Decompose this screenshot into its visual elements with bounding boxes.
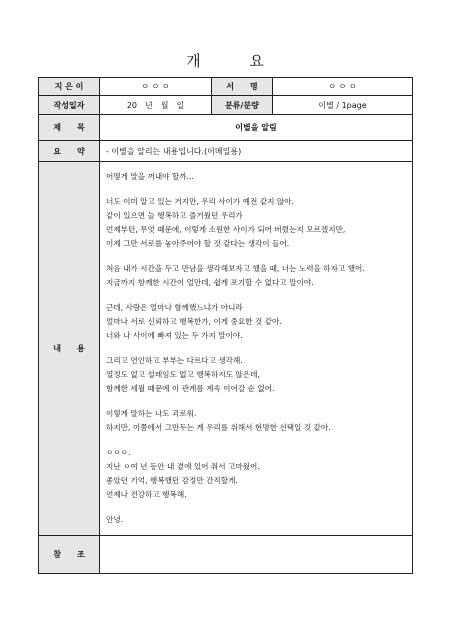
row-content [39, 162, 413, 536]
content-line: 처음 내가 시간을 두고 만남을 생각해보자고 했을 때, 너는 노력을 하자고 했어. [106, 264, 365, 273]
signature-label: 서 명 [212, 78, 273, 96]
content-line: 근데, 사랑은 얼마나 함께했느냐가 아니라 [106, 303, 243, 312]
content-line: 그리고 연인하고 부부는 다르다고 생각해. [106, 356, 243, 365]
content-line: 언제나 건강하고 행복해. [106, 490, 187, 499]
content-line: 너도 이미 알고 있는 거지만, 우리 사이가 예전 같지 않아. [106, 197, 294, 206]
content-line: 안녕. [106, 515, 124, 524]
row-author [39, 78, 413, 96]
date-value[interactable]: 20 년 월 일 [100, 96, 212, 115]
content-line: 어떻게 말을 꺼내야 할까... [106, 172, 194, 181]
content-line: 이제 그만 서로를 놓아주어야 할 것 같다는 생각이 들어. [106, 239, 290, 248]
date-label: 작성일자 [39, 96, 100, 115]
subject-label: 제 목 [39, 115, 100, 141]
content-paragraph [106, 354, 406, 396]
signature-value[interactable]: ㅇ ㅇ ㅇ [273, 78, 413, 96]
content-paragraph [106, 170, 406, 184]
content-line: 지난 ㅇ여 년 동안 내 곁에 있어 줘서 고마웠어. [106, 462, 260, 471]
content-line: 너와 나 사이에 빠져 있는 두 가지 말이야. [106, 331, 243, 340]
content-line: 하지만, 이쯤에서 그만두는 게 우리를 위해서 현명한 선택일 것 같아. [106, 423, 331, 432]
summary-label: 요 약 [39, 141, 100, 162]
content-paragraph [106, 513, 406, 527]
content-paragraph [106, 407, 406, 435]
content-line: 열정도 없고 설레임도 없고 행복하지도 않은데, [106, 370, 260, 379]
content-line: 지금까지 함께한 시간이 얼만데, 쉽게 포기할 수 없다고 말이야. [106, 278, 314, 287]
category-label: 분류/분량 [212, 96, 273, 115]
content-line: 좋았던 기억, 행복했던 감정만 간직할게. [106, 476, 238, 485]
content-line: 함께한 세월 때문에 이 관계를 계속 이어갈 순 없어. [106, 384, 275, 393]
reference-value[interactable] [100, 536, 413, 574]
row-summary [39, 141, 413, 162]
summary-form-table [38, 77, 413, 574]
document-title: 개 요 [186, 52, 286, 70]
summary-value[interactable]: - 이별을 알리는 내용입니다.(이메일용) [100, 141, 413, 162]
category-value[interactable]: 이별 / 1page [273, 96, 413, 115]
content-line: 언제부턴, 무엇 때문에, 이렇게 소원한 사이가 되어 버렸는지 모르겠지만, [106, 225, 346, 234]
content-paragraph [106, 301, 406, 343]
content-line: 얼마나 서로 신뢰하고 행복한가, 이게 중요한 것 같아. [106, 317, 282, 326]
row-date [39, 96, 413, 115]
content-paragraph [106, 195, 406, 251]
content-label: 내 용 [39, 162, 100, 536]
content-text [106, 168, 406, 529]
content-line: 이렇게 말하는 나도 괴로워. [106, 409, 197, 418]
author-value[interactable]: ㅇ ㅇ ㅇ [100, 78, 212, 96]
subject-value[interactable]: 이별을 알림 [100, 115, 413, 141]
content-line: ㅇㅇㅇ. [106, 448, 131, 457]
row-subject [39, 115, 413, 141]
content-paragraph [106, 262, 406, 290]
row-reference [39, 536, 413, 574]
author-label: 지 은 이 [39, 78, 100, 96]
content-body[interactable] [100, 162, 413, 536]
content-paragraph [106, 446, 406, 502]
reference-label: 참 조 [39, 536, 100, 574]
content-line: 같이 있으면 늘 행복하고 즐거웠던 우리가 [106, 211, 243, 220]
